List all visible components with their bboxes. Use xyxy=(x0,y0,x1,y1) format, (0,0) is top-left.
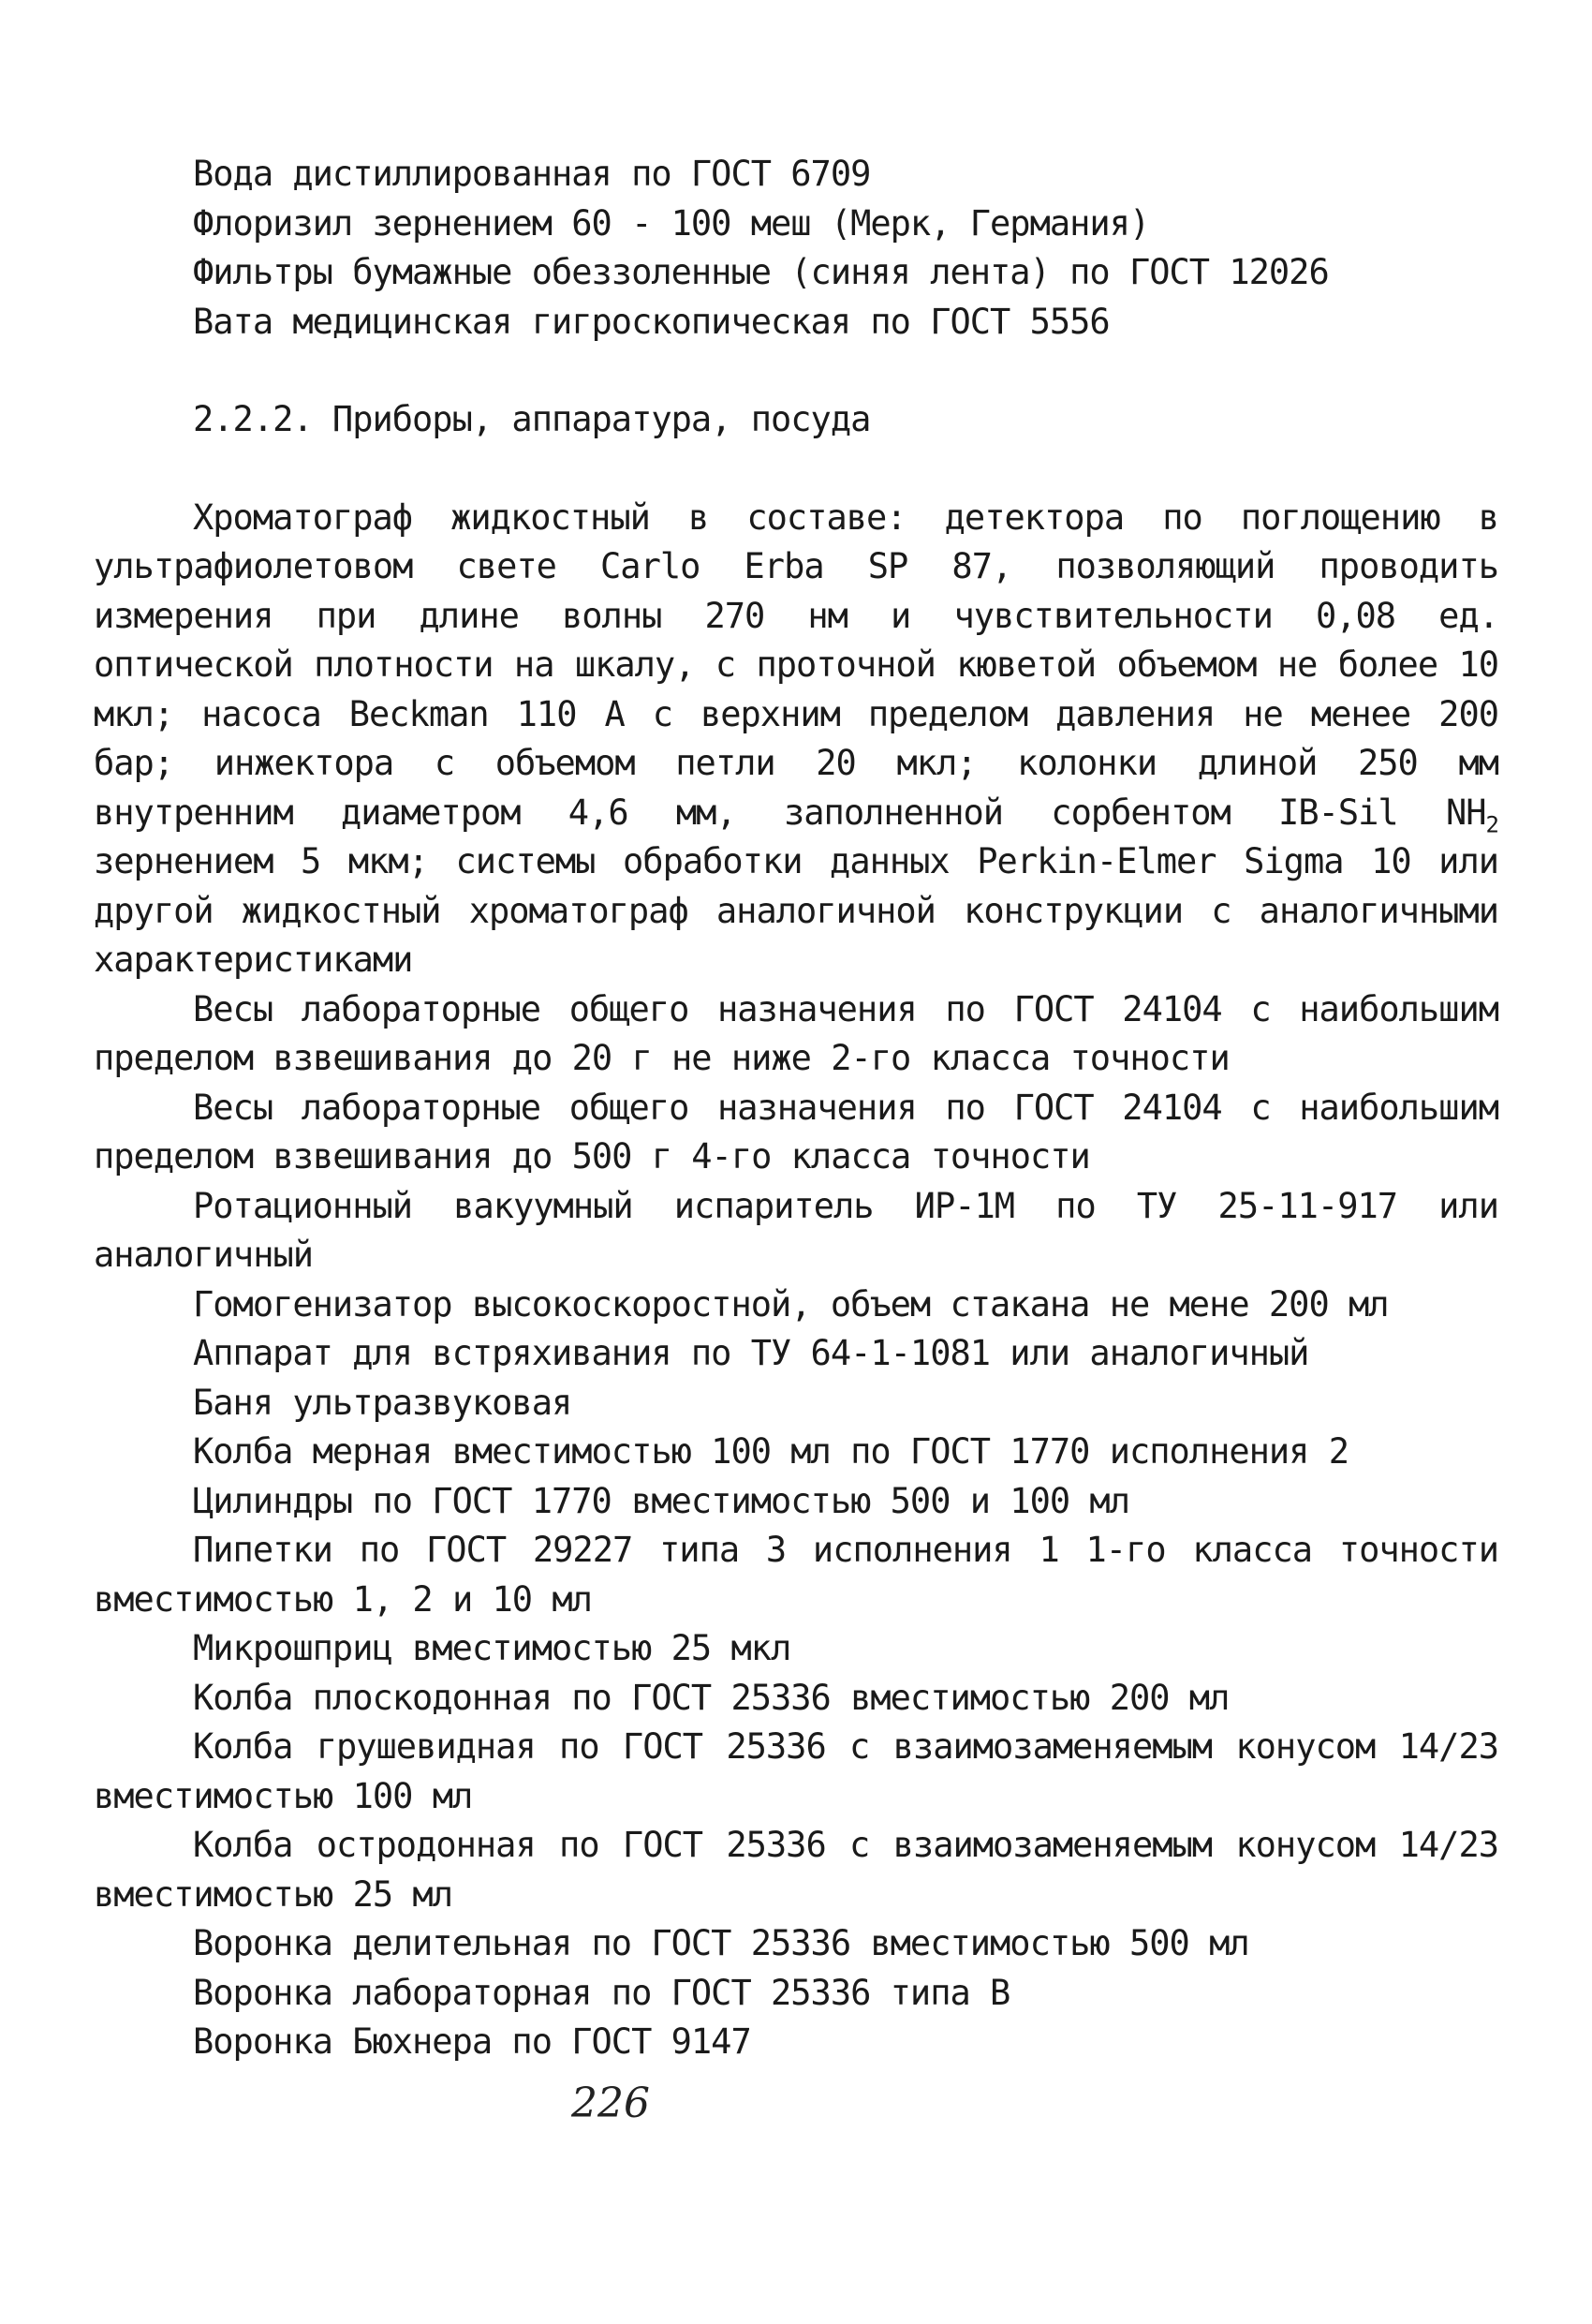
page-number: 226 xyxy=(571,2080,650,2127)
material-item: Фильтры бумажные обеззоленные (синяя лента) по ГОСТ 12026 xyxy=(193,252,1329,292)
material-item: Вата медицинская гигроскопическая по ГОСТ 5556 xyxy=(193,301,1110,342)
chromatograph-text-part1: Хроматограф жидкостный в составе: детектора по поглощению в ультрафиолетовом свете Carlo Erba SP 87, позволяющий проводить измерения при длине волны 270 нм и чувствительности 0,08 ед. оптической плотности на шкалу, с проточной кюветой объемом не более 10 мкл; насоса Beckman 110 A с верхним пределом давления не менее 200 бар; инжектора с объемом петли 20 мкл; колонки длиной 250 мм внутренним диаметром 4,6 мм, заполненной сорбентом IB-Sil NH xyxy=(94,496,1498,833)
chromatograph-text-part2: зернением 5 мкм; системы обработки данных Perkin-Elmer Sigma 10 или другой жидкостный хроматограф аналогичной конструкции с аналогичными характеристиками xyxy=(94,841,1498,980)
equipment-item: Пипетки по ГОСТ 29227 типа 3 исполнения 1 1-го класса точности вместимостью 1, 2 и 10 мл xyxy=(94,1530,1498,1620)
equipment-item: Воронка лабораторная по ГОСТ 25336 типа В xyxy=(193,1972,1010,2013)
equipment-item: Колба грушевидная по ГОСТ 25336 с взаимозаменяемым конусом 14/23 вместимостью 100 мл xyxy=(94,1726,1498,1816)
equipment-list xyxy=(94,494,1498,2067)
equipment-item: Колба остродонная по ГОСТ 25336 с взаимозаменяемым конусом 14/23 вместимостью 25 мл xyxy=(94,1825,1498,1915)
equipment-item: Аппарат для встряхивания по ТУ 64-1-1081 или аналогичный xyxy=(193,1333,1309,1373)
section-heading: 2.2.2. Приборы, аппаратура, посуда xyxy=(193,399,871,439)
equipment-item: Колба мерная вместимостью 100 мл по ГОСТ 1770 исполнения 2 xyxy=(193,1431,1349,1472)
equipment-item: Цилиндры по ГОСТ 1770 вместимостью 500 и 100 мл xyxy=(193,1480,1129,1521)
document-page xyxy=(94,150,1498,2067)
equipment-item: Воронка делительная по ГОСТ 25336 вместимостью 500 мл xyxy=(193,1923,1249,1963)
equipment-item: Колба плоскодонная по ГОСТ 25336 вместимостью 200 мл xyxy=(193,1677,1230,1718)
equipment-item: Гомогенизатор высокоскоростной, объем стакана не мене 200 мл xyxy=(193,1283,1389,1325)
equipment-item: Весы лабораторные общего назначения по ГОСТ 24104 с наибольшим пределом взвешивания до 500 г 4-го класса точности xyxy=(94,1087,1498,1177)
equipment-item: Баня ультразвуковая xyxy=(193,1382,572,1423)
chromatograph-subscript: 2 xyxy=(1485,810,1498,837)
material-item: Вода дистиллированная по ГОСТ 6709 xyxy=(193,154,871,194)
material-item: Флоризил зернением 60 - 100 меш (Мерк, Германия) xyxy=(193,202,1150,244)
equipment-item: Микрошприц вместимостью 25 мкл xyxy=(193,1628,791,1668)
materials-list xyxy=(94,150,1498,347)
chromatograph-paragraph xyxy=(94,494,1498,985)
equipment-item: Воронка Бюхнера по ГОСТ 9147 xyxy=(193,2021,751,2062)
equipment-item: Весы лабораторные общего назначения по ГОСТ 24104 с наибольшим пределом взвешивания до 20 г не ниже 2-го класса точности xyxy=(94,988,1498,1078)
equipment-item: Ротационный вакуумный испаритель ИР-1М по ТУ 25-11-917 или аналогичный xyxy=(94,1185,1498,1275)
